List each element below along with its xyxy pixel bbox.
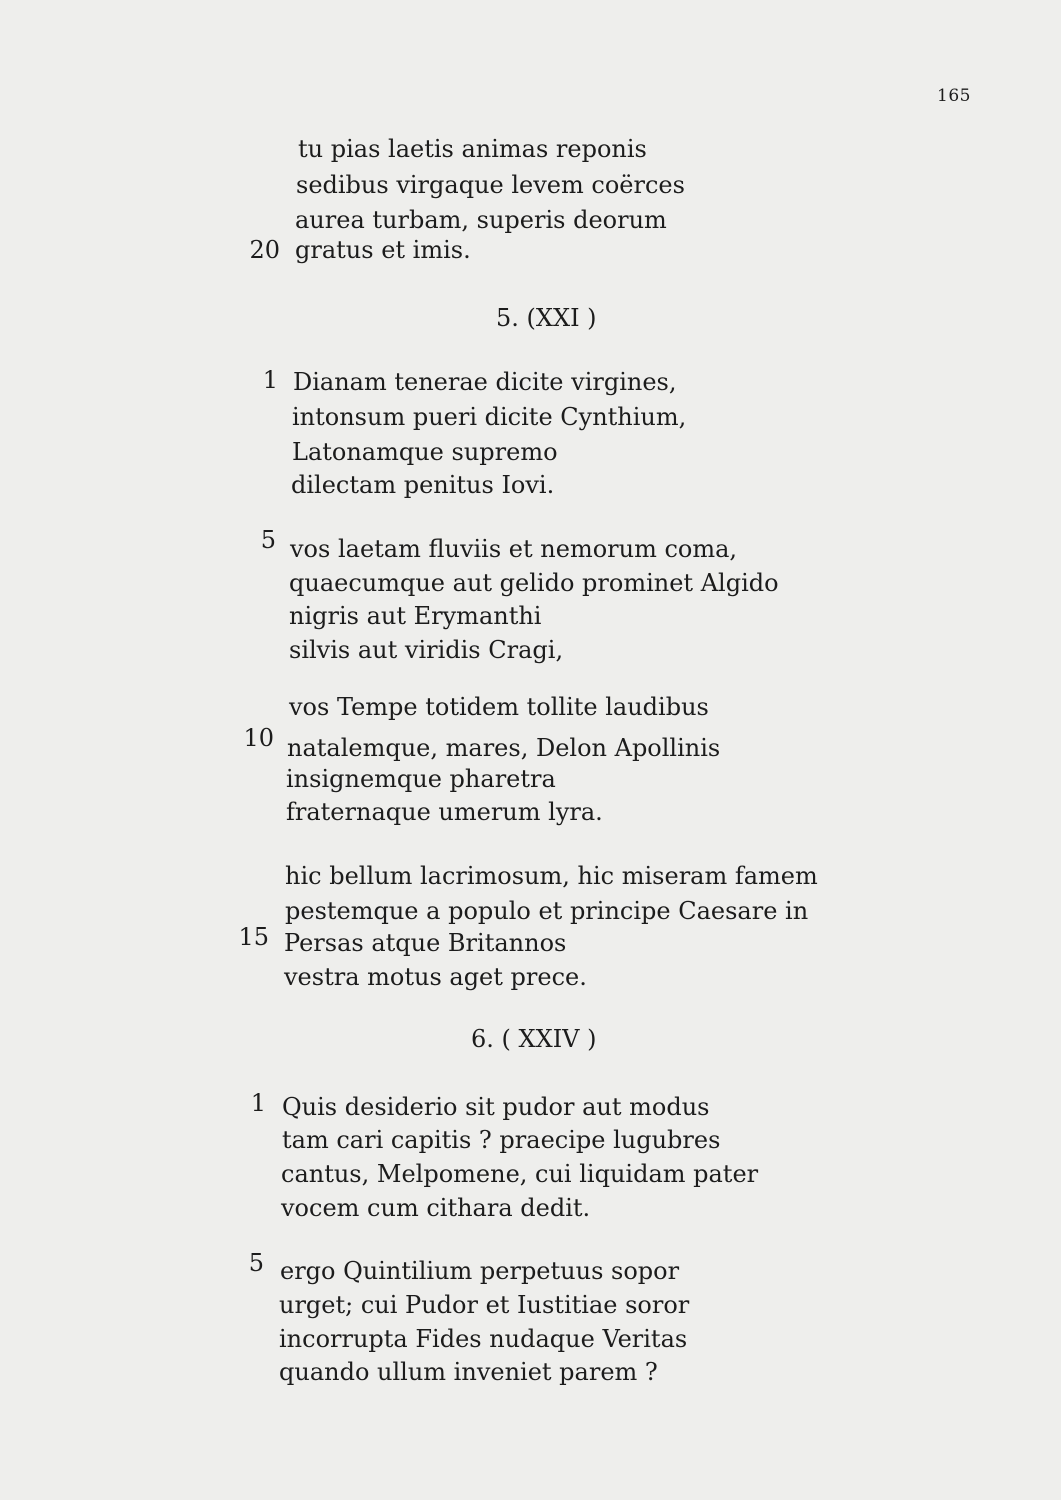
verse-line: aurea turbam, superis deorum [295, 206, 667, 234]
line-number: 15 [238, 923, 269, 951]
verse-line: silvis aut viridis Cragi, [289, 636, 564, 664]
poem-heading: 5. (XXI ) [496, 304, 597, 332]
verse-line: sedibus virgaque levem coërces [296, 171, 685, 199]
verse-line: vos Tempe totidem tollite laudibus [289, 693, 709, 721]
verse-line: urget; cui Pudor et Iustitiae soror [279, 1291, 690, 1319]
verse-line: Dianam tenerae dicite virgines, [293, 368, 677, 396]
verse-line: dilectam penitus Iovi. [291, 471, 555, 499]
page-number: 165 [937, 86, 971, 106]
verse-line: fraternaque umerum lyra. [286, 798, 603, 826]
line-number: 20 [249, 236, 280, 264]
verse-line: vestra motus aget prece. [284, 963, 587, 991]
verse-line: vos laetam fluviis et nemorum coma, [290, 535, 738, 563]
verse-line: Latonamque supremo [292, 438, 558, 466]
verse-line: tu pias laetis animas reponis [298, 135, 647, 163]
line-number: 1 [250, 1089, 266, 1117]
verse-line: quaecumque aut gelido prominet Algido [289, 569, 779, 597]
verse-line: gratus et imis. [295, 236, 471, 264]
verse-line: nigris aut Erymanthi [289, 602, 542, 630]
line-number: 5 [248, 1249, 264, 1277]
line-number: 5 [260, 526, 276, 554]
verse-line: pestemque a populo et principe Caesare in [285, 897, 809, 925]
verse-line: Quis desiderio sit pudor aut modus [282, 1093, 710, 1121]
verse-line: intonsum pueri dicite Cynthium, [292, 403, 687, 431]
verse-line: cantus, Melpomene, cui liquidam pater [281, 1160, 759, 1188]
verse-line: tam cari capitis ? praecipe lugubres [282, 1126, 721, 1154]
line-number: 1 [262, 366, 278, 394]
verse-line: ergo Quintilium perpetuus sopor [280, 1257, 680, 1285]
poem-heading: 6. ( XXIV ) [471, 1025, 597, 1053]
verse-line: natalemque, mares, Delon Apollinis [287, 734, 721, 762]
verse-line: hic bellum lacrimosum, hic miseram famem [285, 862, 818, 890]
verse-line: quando ullum inveniet parem ? [279, 1358, 658, 1386]
line-number: 10 [243, 724, 274, 752]
verse-line: incorrupta Fides nudaque Veritas [279, 1325, 688, 1353]
verse-line: Persas atque Britannos [284, 929, 567, 957]
verse-line: insignemque pharetra [286, 765, 556, 793]
verse-line: vocem cum cithara dedit. [281, 1194, 591, 1222]
